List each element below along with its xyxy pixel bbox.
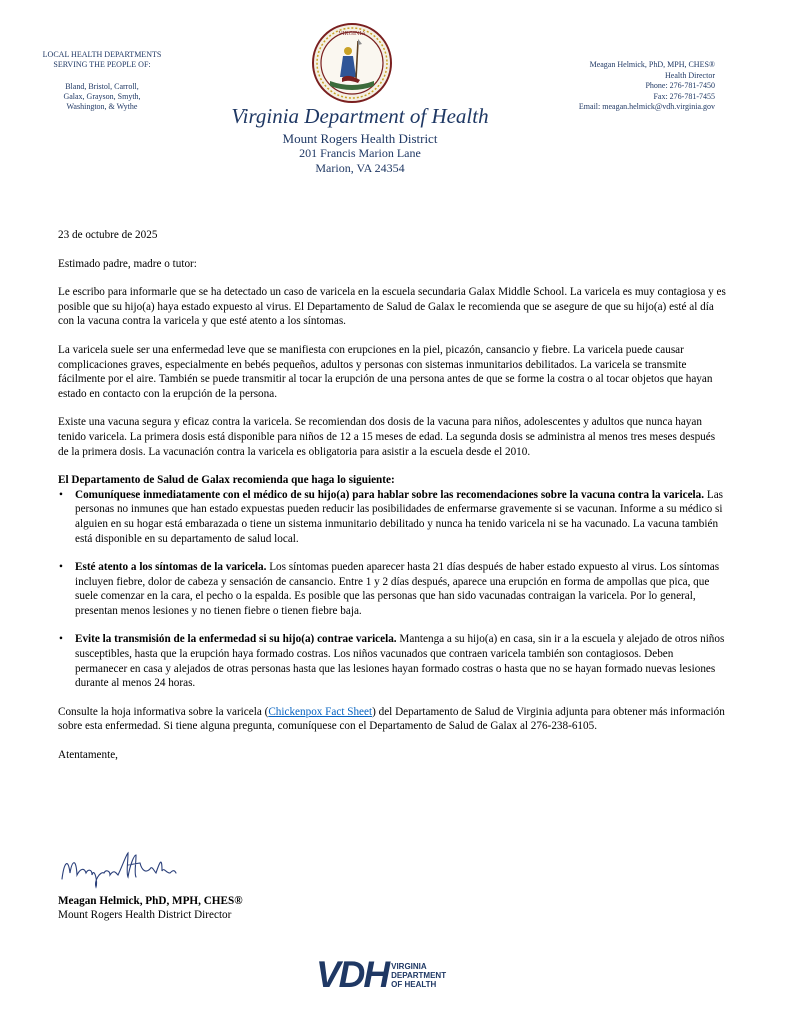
agency-address-block — [210, 104, 510, 176]
vdh-logo-mark: VDH — [316, 954, 389, 995]
service-area-heading-1: LOCAL HEALTH DEPARTMENTS — [42, 50, 162, 59]
paragraph-3: Existe una vacuna segura y eficaz contra la varicela. Se recomiendan dos dosis de la vacuna para niños, adolescentes y adultos que nunca hayan tenido varicela. La primera dosis está disponible para niños de 12 a 15 meses de edad. La segunda dosis se administra al menos tres meses después de la primera dosis. La vacunación contra la varicela es obligatoria para asistir a la escuela desde el 2010. — [58, 416, 716, 458]
fact-sheet-link[interactable]: Chickenpox Fact Sheet — [268, 705, 373, 718]
recommendations-heading: El Departamento de Salud de Galax recomienda que haga lo siguiente: — [58, 474, 395, 487]
vdh-logo-words — [391, 962, 446, 989]
closing-text-after: ) del Departamento de Salud de Virginia adjunta para obtener más información sobre esta enfermedad. Si tiene alguna pregunta, comuníquese con el Departamento de Salud de Galax al 276-238-6105. — [58, 705, 725, 733]
email: Email: meagan.helmick@vdh.virginia.gov — [578, 102, 715, 111]
county-line-3: Washington, & Wythe — [66, 102, 138, 111]
bullet-icon: • — [59, 633, 63, 646]
agency-name: Virginia Department of Health — [231, 104, 489, 128]
recommendation-body: Las personas no inmunes que han estado expuestas pueden reducir las posibilidades de enfermarse gravemente si se vacunan. Informe a su médico si alguien en su hogar está embarazada o tiene un sistema inmunitario debilitado y nunca ha tenido varicela ni se ha vacunado. La vacuna también está disponible en su departamento de salud local. — [75, 488, 724, 545]
list-item — [58, 488, 728, 546]
county-line-1: Bland, Bristol, Carroll, — [65, 82, 139, 91]
signer-title: Mount Rogers Health District Director — [58, 909, 232, 921]
letterhead-director-contact — [485, 60, 715, 113]
fax: Fax: 276-781-7455 — [653, 91, 715, 101]
seal-text: VIRGINIA — [338, 31, 366, 37]
handwritten-signature — [58, 843, 188, 889]
bullet-icon: • — [59, 561, 63, 574]
recommendation-lead: Comuníquese inmediatamente con el médico de su hijo(a) para hablar sobre las recomendaciones sobre la vacuna contra la varicela. — [75, 488, 705, 501]
paragraph-2: La varicela suele ser una enfermedad leve que se manifiesta con erupciones en la piel, picazón, cansancio y fiebre. La varicela puede causar complicaciones graves, especialmente en bebés pequeños, adultos y personas con sistemas inmunitarios debilitados. La varicela se transmite fácilmente por el aire. También se puede transmitir al tocar la erupción de una persona antes de que se forme la costra o al tocar objetos que hayan estado en contacto con la erupción de la persona. — [58, 343, 713, 400]
recommendation-lead: Esté atento a los síntomas de la varicela. — [75, 561, 267, 574]
signer-name: Meagan Helmick, PhD, MPH, CHES® — [58, 895, 243, 907]
service-area-heading-2: SERVING THE PEOPLE OF: — [53, 60, 151, 69]
phone: Phone: 276-781-7450 — [645, 81, 715, 90]
city-state-zip: Marion, VA 24354 — [315, 161, 405, 175]
sign-off: Atentamente, — [58, 749, 118, 762]
closing-paragraph — [58, 705, 728, 734]
vdh-footer-logo — [316, 955, 446, 995]
recommendation-body: Mantenga a su hijo(a) en casa, sin ir a la escuela y alejado de otros niños susceptibles, hasta que la erupción haya formado costras. Los niños vacunados que contraen varicela también son contagiosos. Deben permanecer en casa y alejados de otras personas hasta que las lesiones hayan formado costras o hasta que no se hayan formado nuevas lesiones durante al menos 24 horas. — [75, 633, 725, 690]
county-line-2: Galax, Grayson, Smyth, — [63, 92, 141, 101]
virginia-seal-icon — [312, 23, 392, 103]
signature-block — [58, 894, 243, 922]
letterhead-service-area — [18, 50, 186, 112]
district-name: Mount Rogers Health District — [282, 131, 438, 146]
bullet-icon: • — [59, 488, 63, 501]
logo-line-1: VIRGINIA — [391, 961, 427, 971]
letter-body — [58, 225, 728, 763]
closing-text-before: Consulte la hoja informativa sobre la varicela ( — [58, 705, 269, 718]
recommendation-body: Los síntomas pueden aparecer hasta 21 días después de haber estado expuesto al virus. Los síntomas incluyen fiebre, dolor de cabeza y sensación de cansancio. Entre 1 y 2 días después, aparece una erupción en forma de ampollas que pica, que suele comenzar en la cara, el pecho o la espalda. Es posible que las personas que han sido vacunadas contraigan la varicela. Por lo general, presentan menos lesiones y no tienen fiebre o tienen fiebre baja. — [75, 561, 720, 617]
logo-line-2: DEPARTMENT — [391, 970, 447, 980]
letter-date: 23 de octubre de 2025 — [58, 229, 158, 241]
list-item — [58, 560, 728, 618]
street-address: 201 Francis Marion Lane — [299, 146, 421, 160]
paragraph-1: Le escribo para informarle que se ha detectado un caso de varicela en la escuela secundaria Galax Middle School. La varicela es muy contagiosa y es posible que su hijo(a) haya estado expuesto al virus. El Departamento de Salud de Galax le recomienda que se asegure de que su hijo(a) esté al día con la vacuna contra la varicela y que esté atento a los síntomas. — [58, 286, 726, 328]
list-item — [58, 632, 728, 690]
director-name: Meagan Helmick, PhD, MPH, CHES® — [589, 60, 715, 69]
recommendation-lead: Evite la transmisión de la enfermedad si su hijo(a) contrae varicela. — [75, 633, 397, 646]
logo-line-3: OF HEALTH — [391, 979, 437, 989]
recommendations-list — [58, 488, 728, 691]
salutation: Estimado padre, madre o tutor: — [58, 257, 197, 270]
director-title: Health Director — [665, 70, 715, 80]
